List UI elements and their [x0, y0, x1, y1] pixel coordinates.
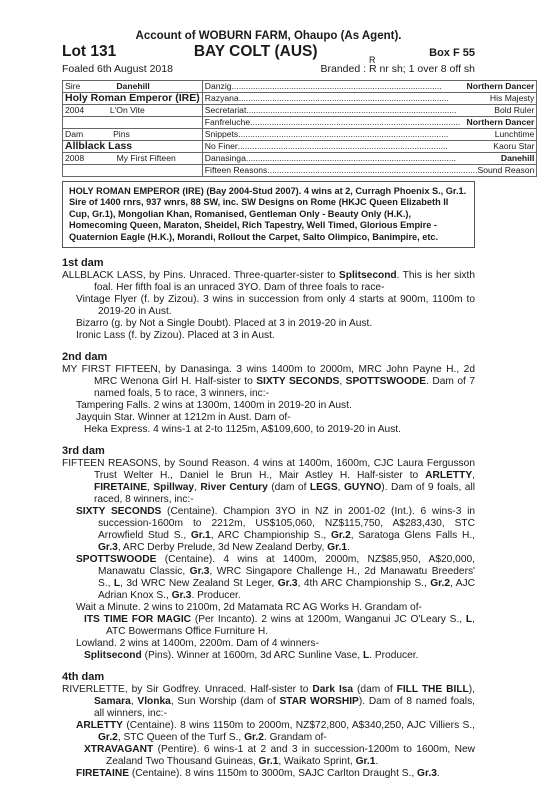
dam-name-row: [63, 141, 203, 153]
text-run: . Producer.: [369, 650, 419, 662]
pedigree-cell: [202, 105, 537, 117]
horse-name: SIXTY SECONDS: [256, 376, 340, 388]
text-run: , ARC Derby Prelude, 3d New Zealand Derby,: [117, 542, 328, 554]
progeny-entry: Lowland. 2 wins at 1400m, 2200m. Dam of 4 winners-: [76, 638, 319, 650]
text-run: (dam of: [267, 482, 310, 494]
horse-name: River Century: [200, 482, 268, 494]
progeny-entry: Ironic Lass (f. by Zizou). Placed at 3 in Aust.: [76, 330, 275, 342]
progeny-entry: [62, 744, 475, 768]
box-number: Box F 55: [429, 47, 475, 59]
pedigree-cell: [202, 93, 537, 105]
lot-header: [62, 43, 475, 61]
text-run: .: [375, 756, 379, 768]
dam-paragraph: [62, 364, 475, 400]
sire-label: Sire: [65, 81, 81, 91]
horse-name: STAR WORSHIP: [279, 696, 359, 708]
dam-paragraph: FIFTEEN REASONS, by Sound Reason. 4 wins at 1400m, 1600m, CJC Laura Fergusson Trust Welter H., Daniel le Brun H., Mair Astley H. Half-sister to ARLETTY, FIRETAINE, Spillway, River Century (dam of LEGS, GUYNO). Dam of 9 foals, all raced, 8 winners, inc:-: [62, 458, 476, 506]
branded-label: Branded :: [320, 63, 369, 75]
horse-name: SPOTTSWOODE: [345, 376, 427, 388]
text-run: (Centaine). 4 wins at 1400m, 2000m, NZ$85,950, A$20,000, Manawatu Classic,: [98, 554, 475, 578]
ancestor-sire: Northern Dancer: [466, 117, 535, 127]
race-grade: Gr.1: [327, 542, 347, 554]
text-run: . This is her sixth foal. Her fifth foal is an unraced 3YO. Dam of three foals to race-: [94, 270, 475, 294]
race-grade: L: [113, 578, 121, 590]
ancestor-name: Danasinga: [204, 153, 246, 163]
ancestor-name: Snippets: [204, 129, 239, 139]
brand-main: R: [368, 63, 377, 75]
text-run: , 4th ARC Championship S.,: [297, 578, 431, 590]
brand-mark: [368, 55, 377, 75]
sire-sire: Danehill: [116, 81, 150, 91]
text-run: . Grandam of-: [263, 732, 327, 744]
ancestor-sire: Bold Ruler: [494, 105, 535, 115]
dam-label: Dam: [65, 129, 84, 139]
progeny-entry: Wait a Minute. 2 wins to 2100m, 2d Matamata RC AG Works H. Grandam of-: [76, 602, 422, 614]
dam-name: Allblack Lass: [65, 140, 133, 152]
progeny-entry: [62, 506, 475, 554]
text-run: .: [346, 542, 350, 554]
ancestor-name: Fifteen Reasons: [204, 165, 268, 175]
pedigree-cell: [202, 141, 537, 153]
sire-name: Holy Roman Emperor (IRE): [65, 92, 200, 104]
ancestor-sire: Kaoru Star: [493, 141, 535, 151]
lot-number: Lot 131: [62, 43, 117, 60]
text-run: (dam of: [353, 684, 397, 696]
foaling-brand-row: [62, 55, 475, 75]
text-run: , Saratoga Glens Falls H.,: [350, 530, 475, 542]
progeny-entry: [62, 554, 475, 602]
text-run: (Per Incanto). 2 wins at 1200m, Wanganui JC O'Leary S.,: [191, 614, 466, 626]
race-grade: Gr.3: [171, 590, 192, 602]
ancestor-name: Fanfreluche: [204, 117, 251, 127]
pedigree-cell: [202, 129, 537, 141]
text-run: .: [436, 768, 440, 780]
horse-name: Spillway: [153, 482, 195, 494]
horse-name: LEGS: [309, 482, 338, 494]
section-title: 1st dam: [62, 257, 104, 270]
race-grade: Gr.2: [430, 578, 451, 590]
pedigree-cell: [202, 165, 537, 177]
horse-title: BAY COLT (AUS): [193, 43, 318, 60]
section-title: 2nd dam: [62, 351, 108, 364]
race-grade: Gr.2: [330, 530, 351, 542]
text-run: RIVERLETTE, by Sir Godfrey. Unraced. Half-sister to: [62, 684, 313, 696]
horse-name: Samara: [94, 696, 131, 708]
dam-label-row: [63, 129, 203, 141]
second-dam-section: [62, 351, 475, 436]
ancestor-name: Danzig: [204, 81, 232, 91]
text-run: ). Dam of 8 named foals, all winners, inc:-: [94, 696, 475, 720]
sire-blank-row: [63, 117, 203, 129]
ancestor-name: Razyana: [204, 93, 239, 103]
brand-info: [320, 55, 476, 75]
pedigree-cell: [202, 117, 537, 129]
ancestor-sire: Danehill: [500, 153, 535, 163]
race-grade: Gr.2: [98, 732, 118, 744]
horse-name: Splitsecond: [338, 270, 397, 282]
dam-blank-row: [63, 165, 203, 177]
text-run: , WRC Singapore Challenge H., 2d Manawatu Breeders' S.,: [98, 566, 475, 590]
sire-label-row: [63, 81, 203, 93]
text-run: , Sun Worship (dam of: [170, 696, 280, 708]
sire-year-row: [63, 105, 203, 117]
text-run: ,: [130, 696, 138, 708]
dam-dam: My First Fifteen: [116, 153, 176, 163]
text-run: FIFTEEN REASONS, by Sound Reason. 4 wins at 1400m, 1600m, CJC Laura Fergusson Trust Welter H., Daniel le Brun H., Mair Astley H. Half-sister to: [62, 458, 475, 482]
horse-name: ARLETTY: [425, 470, 473, 482]
text-run: . Producer.: [191, 590, 241, 602]
dam-year: 2008: [65, 153, 85, 163]
third-dam-section: [62, 445, 475, 662]
race-grade: Gr.2: [244, 732, 264, 744]
progeny-entry: [62, 768, 475, 780]
progeny-entry: Bizarro (g. by Not a Single Doubt). Placed at 3 in 2019-20 in Aust.: [76, 318, 373, 330]
text-run: (Pentire). 6 wins-1 at 2 and 3 in succession-1200m to 1600m, New Zealand Two Thousand Guineas,: [106, 744, 475, 768]
progeny-entry: Jayquin Star. Winner at 1212m in Aust. Dam of-: [76, 412, 291, 424]
consignor-line: Account of WOBURN FARM, Ohaupo (As Agent).: [135, 30, 402, 42]
pedigree-table: [62, 80, 537, 177]
sire-name-row: [63, 93, 203, 105]
section-title: 3rd dam: [62, 445, 105, 458]
text-run: . Dam of 7 named foals, 5 to race, 3 winners, inc:-: [94, 376, 475, 400]
text-run: ,: [339, 376, 346, 388]
horse-name: FIRETAINE: [94, 482, 148, 494]
section-title: 4th dam: [62, 671, 105, 684]
dam-paragraph: [62, 684, 475, 720]
sire-summary-box: HOLY ROMAN EMPEROR (IRE) (Bay 2004-Stud 2007). 4 wins at 2, Curragh Phoenix S., Gr.1. Sire of 1400 rnrs, 937 wnrs, 88 SW, inc. SW Designs on Rome (HKJC Queen Elizabeth II Cup, Gr.1), Mongolian Khan, Romanised, Gentleman Only - Beauty Only (H.K.), Homecoming Queen, Maraton, Sheidel, Rich Tapestry, Well Timed, Glorious Empire - Quaternion Eagle (H.K.), Morandi, Rollout the Carpet, Salto Olimpico, Banimpire, etc.: [62, 181, 475, 248]
horse-name: ARLETTY: [76, 720, 123, 732]
horse-name: Dark Isa: [312, 684, 354, 696]
race-grade: Gr.3: [277, 578, 298, 590]
text-run: , Waikato Sprint,: [278, 756, 356, 768]
progeny-entry: [62, 650, 475, 662]
text-run: (Centaine). 8 wins 1150m to 2000m, NZ$72,800, A$340,250, AJC Villiers S.,: [122, 720, 475, 732]
progeny-entry: Heka Express. 4 wins-1 at 2-to 1125m, A$109,600, to 2019-20 in Aust.: [84, 424, 401, 436]
branded-rest: nr sh; 1 over 8 off sh: [376, 63, 475, 75]
brand-sup: R: [368, 55, 376, 65]
ancestor-sire: His Majesty: [489, 93, 535, 103]
dam-paragraph: [62, 270, 475, 294]
text-run: (Pins). Winner at 1600m, 3d ARC Sunline Vase,: [141, 650, 363, 662]
text-run: , STC Queen of the Turf S.,: [117, 732, 245, 744]
text-run: (Centaine). 8 wins 1150m to 3000m, SAJC Carlton Draught S.,: [129, 768, 418, 780]
race-grade: Gr.1: [258, 756, 279, 768]
text-run: , 3d WRC New Zealand St Leger,: [120, 578, 278, 590]
horse-name: ITS TIME FOR MAGIC: [84, 614, 192, 626]
pedigree-cell: [202, 81, 537, 93]
text-run: ). Dam of 9 foals, all raced, 8 winners, inc:-: [94, 482, 476, 506]
ancestor-sire: Lunchtime: [494, 129, 535, 139]
progeny-entry: [62, 614, 475, 638]
race-grade: Gr.1: [190, 530, 211, 542]
text-run: ALLBLACK LASS, by Pins. Unraced. Three-quarter-sister to: [62, 270, 339, 282]
horse-name: GUYNO: [343, 482, 382, 494]
ancestor-sire: Northern Dancer: [466, 81, 535, 91]
text-run: (Centaine). Champion 3YO in NZ in 2001-02 (Int.). 6 wins-3 in succession-1600m to 2212m, US$105,060, NZ$115,750, A$283,430, STC Arrowfield Stud S.,: [98, 506, 475, 542]
race-grade: Gr.3: [417, 768, 437, 780]
race-grade: Gr.3: [189, 566, 210, 578]
text-run: MY FIRST FIFTEEN, by Danasinga. 3 wins 1400m to 2000m, MRC John Payne H., 2d MRC Wenona Girl H. Half-sister to: [62, 364, 475, 388]
race-grade: L: [362, 650, 370, 662]
sire-year: 2004: [65, 105, 85, 115]
ancestor-sire: Sound Reason: [477, 165, 535, 175]
text-run: ),: [468, 684, 476, 696]
foaled-date: Foaled 6th August 2018: [62, 63, 173, 75]
fourth-dam-section: [62, 671, 475, 780]
horse-name: FILL THE BILL: [396, 684, 469, 696]
dam-sire: Pins: [113, 129, 130, 139]
ancestor-name: No Finer: [204, 141, 238, 151]
catalogue-page: [62, 30, 535, 780]
horse-name: Splitsecond: [84, 650, 142, 662]
progeny-entry: Tampering Falls. 2 wins at 1300m, 1400m in 2019-20 in Aust.: [76, 400, 352, 412]
first-dam-section: [62, 257, 475, 342]
text-run: , ARC Championship S.,: [210, 530, 331, 542]
text-run: , AJC Adrian Knox S.,: [98, 578, 476, 602]
progeny-entry: [62, 720, 475, 744]
horse-name: FIRETAINE: [76, 768, 130, 780]
dam-year-row: [63, 153, 203, 165]
horse-name: Vlonka: [137, 696, 171, 708]
horse-name: SIXTY SECONDS: [76, 506, 162, 518]
race-grade: Gr.1: [355, 756, 376, 768]
sire-dam: L'On Vite: [109, 105, 145, 115]
pedigree-cell: [202, 153, 537, 165]
text-run: , ATC Bowermans Office Furniture H.: [106, 614, 475, 638]
race-grade: Gr.3: [98, 542, 118, 554]
progeny-entry: Vintage Flyer (f. by Zizou). 3 wins in succession from only 4 starts at 900m, 1100m to 2019-20 in Aust.: [76, 294, 475, 318]
race-grade: L: [465, 614, 473, 626]
horse-name: SPOTTSWOODE: [76, 554, 157, 566]
horse-name: XTRAVAGANT: [84, 744, 154, 756]
ancestor-name: Secretariat: [204, 105, 247, 115]
